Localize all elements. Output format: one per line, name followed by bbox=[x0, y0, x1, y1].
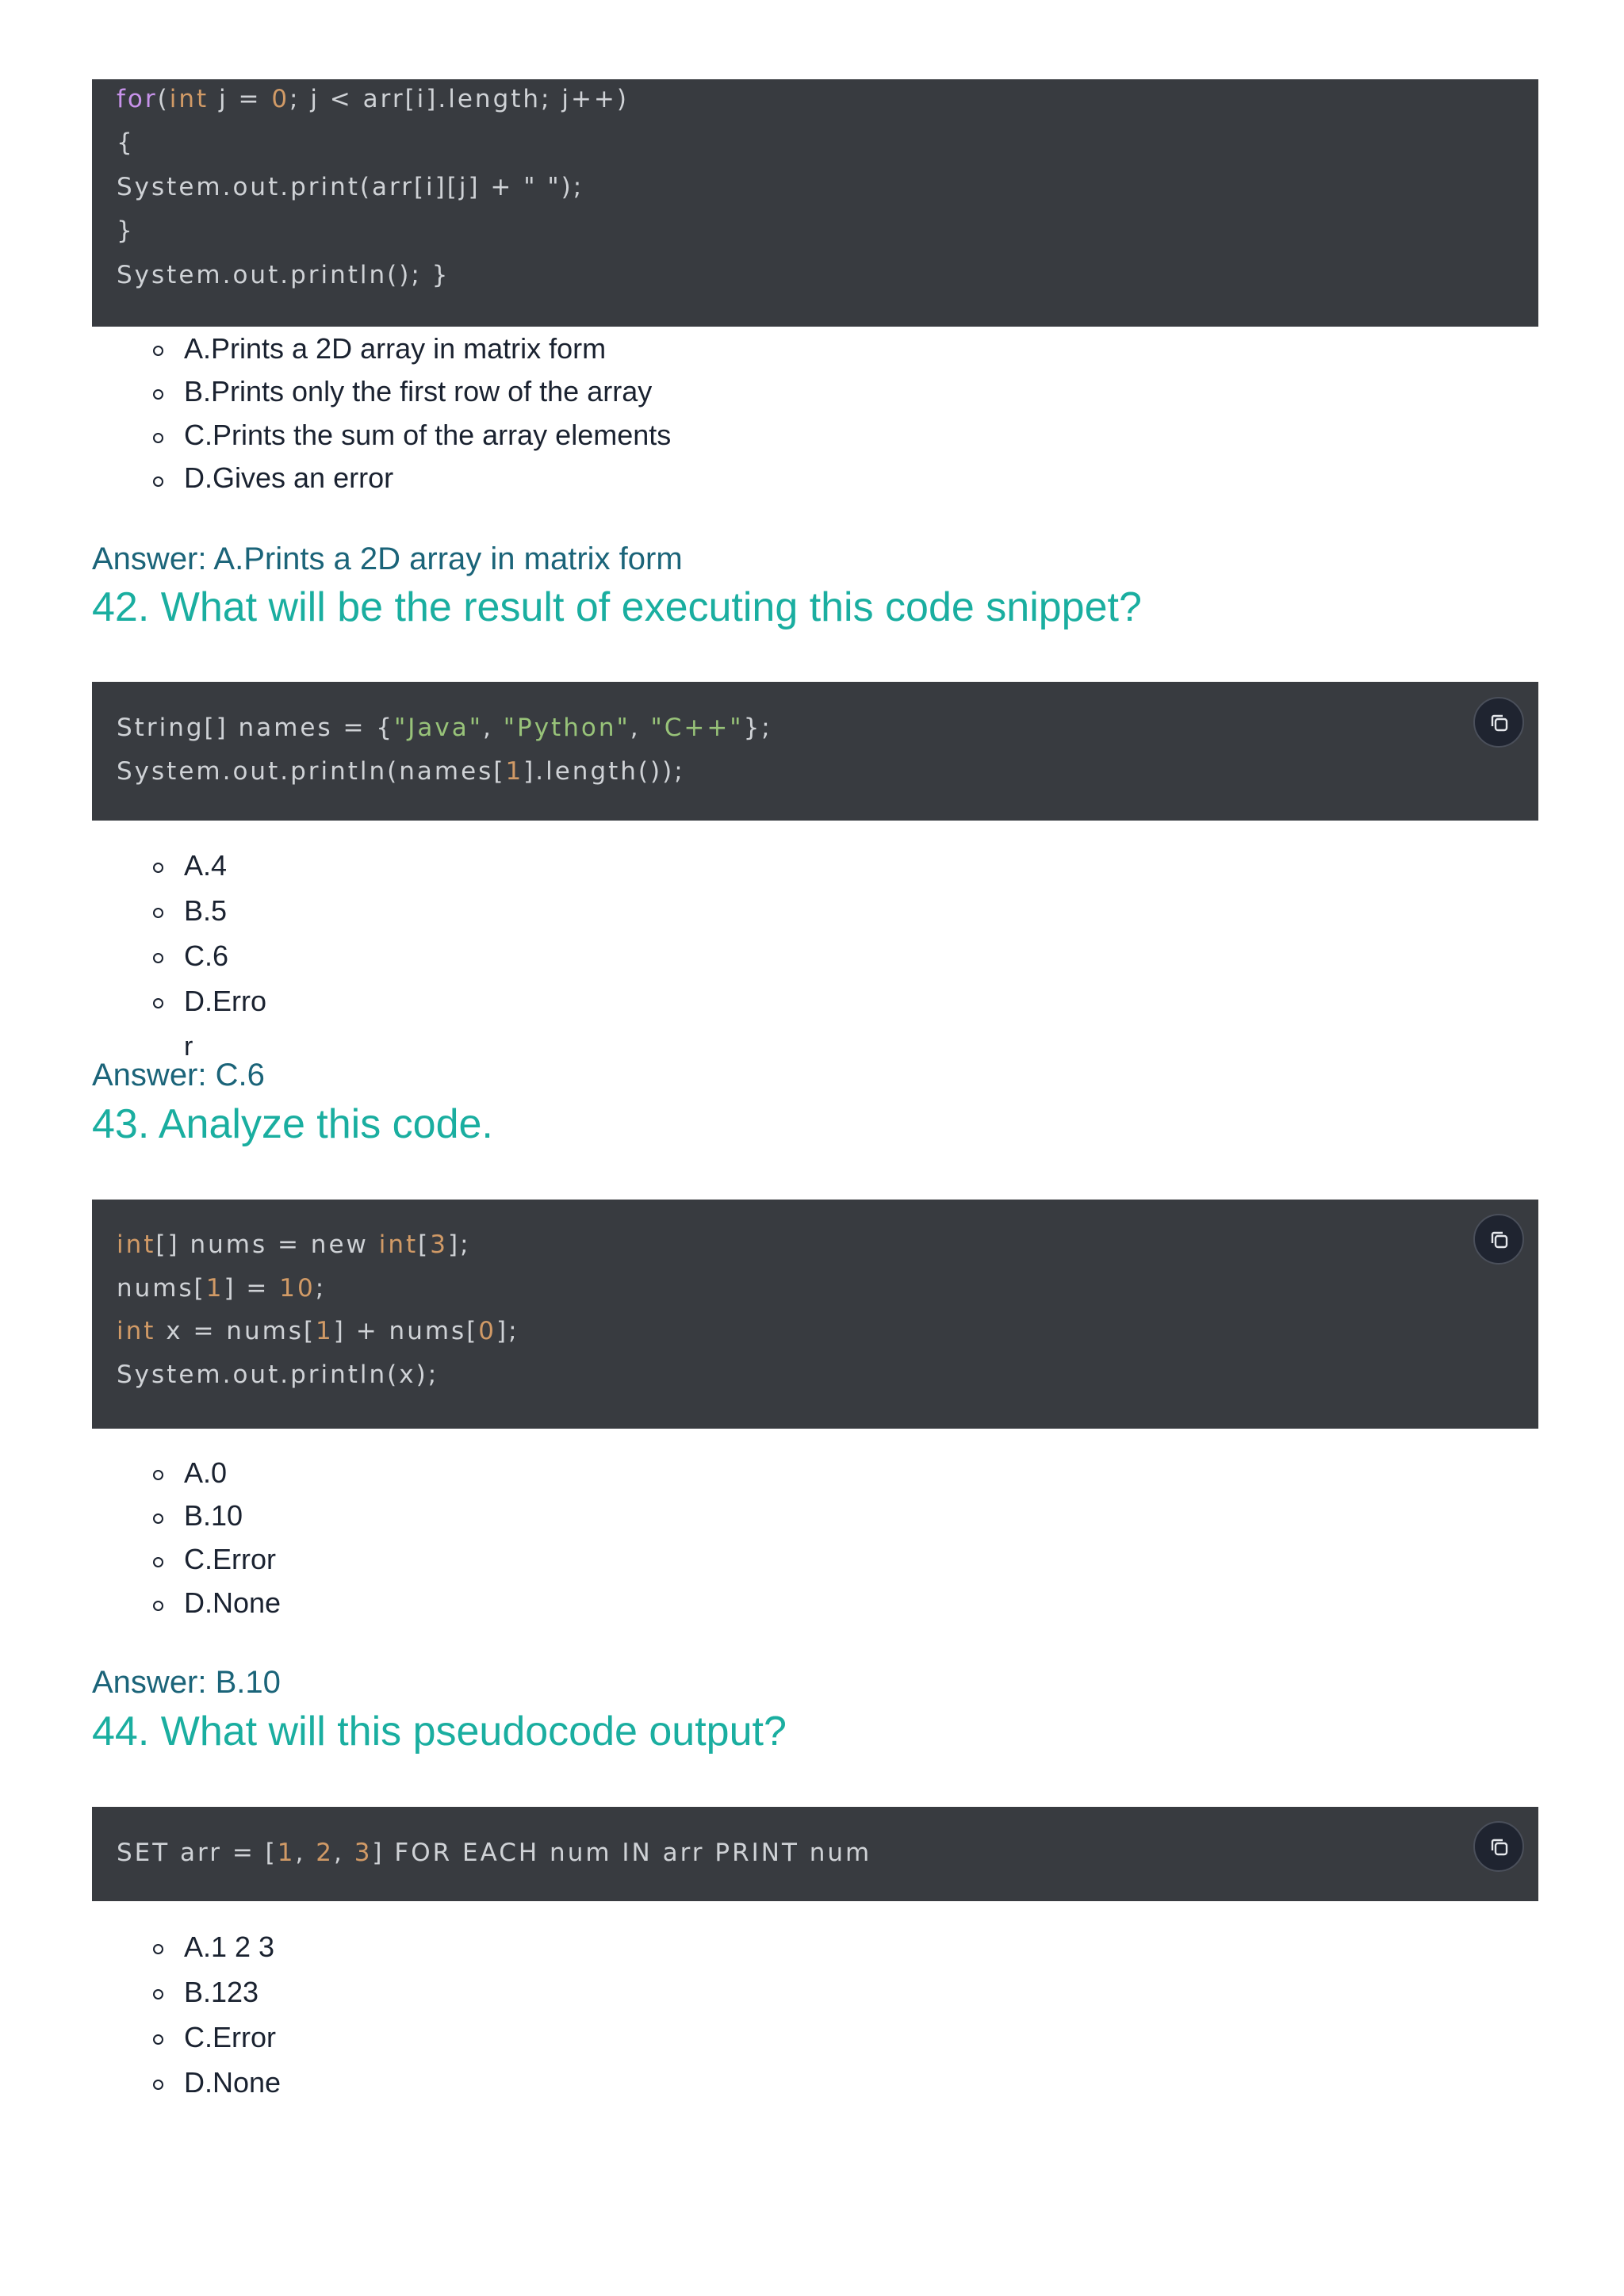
option-c: C.Error bbox=[184, 1543, 276, 1575]
bullet bbox=[153, 2034, 163, 2045]
copy-icon bbox=[1489, 1837, 1510, 1858]
question-title-q44: 44. What will this pseudocode output? bbox=[92, 1709, 787, 1755]
code-line: nums[1] = 10; bbox=[117, 1274, 327, 1303]
option-d-wrap: r bbox=[184, 1031, 193, 1062]
option-b: B.10 bbox=[184, 1499, 243, 1532]
option-b: B.Prints only the first row of the array bbox=[184, 375, 653, 408]
option-d: D.None bbox=[184, 1586, 282, 1619]
copy-icon bbox=[1489, 1230, 1510, 1250]
code-line: { bbox=[117, 128, 135, 157]
option-c: C.6 bbox=[184, 939, 229, 972]
bullet bbox=[153, 863, 163, 873]
code-block-q43 bbox=[92, 1200, 1538, 1429]
bullet bbox=[153, 1470, 163, 1480]
bullet bbox=[153, 389, 163, 400]
answer-q41: Answer: A.Prints a 2D array in matrix form bbox=[92, 541, 683, 576]
bullet bbox=[153, 1944, 163, 1954]
bullet bbox=[153, 433, 163, 443]
code-line: SET arr = [1, 2, 3] FOR EACH num IN arr PRINT num bbox=[117, 1839, 872, 1867]
option-d: D.None bbox=[184, 2066, 282, 2099]
code-line: String[] names = {"Java", "Python", "C++"}; bbox=[117, 714, 772, 742]
bullet bbox=[153, 1557, 163, 1567]
answer-q42: Answer: C.6 bbox=[92, 1058, 265, 1093]
bullet bbox=[153, 1601, 163, 1611]
code-line: for(int j = 0; j < arr[i].length; j++) bbox=[117, 85, 630, 113]
copy-button[interactable] bbox=[1473, 1821, 1524, 1872]
copy-button[interactable] bbox=[1473, 1214, 1524, 1265]
option-a: A.0 bbox=[184, 1456, 228, 1489]
question-title-q42: 42. What will be the result of executing this code snippet? bbox=[92, 584, 1142, 630]
bullet bbox=[153, 346, 163, 356]
bullet bbox=[153, 2080, 163, 2090]
bullet bbox=[153, 1513, 163, 1524]
question-title-q43: 43. Analyze this code. bbox=[92, 1101, 493, 1147]
answer-q43: Answer: B.10 bbox=[92, 1665, 281, 1700]
code-line: int x = nums[1] + nums[0]; bbox=[117, 1317, 519, 1345]
bullet bbox=[153, 953, 163, 963]
bullet bbox=[153, 476, 163, 487]
option-d: D.Erro bbox=[184, 985, 267, 1017]
code-block-q42 bbox=[92, 682, 1538, 821]
option-c: C.Error bbox=[184, 2021, 276, 2053]
code-line: System.out.println(names[1].length()); bbox=[117, 757, 685, 786]
code-block-q41 bbox=[92, 79, 1538, 327]
copy-icon bbox=[1489, 713, 1510, 733]
option-c: C.Prints the sum of the array elements bbox=[184, 419, 672, 451]
copy-button[interactable] bbox=[1473, 697, 1524, 748]
option-a: A.4 bbox=[184, 849, 228, 882]
option-a: A.Prints a 2D array in matrix form bbox=[184, 332, 607, 365]
bullet bbox=[153, 908, 163, 918]
option-b: B.123 bbox=[184, 1976, 259, 2008]
option-d: D.Gives an error bbox=[184, 461, 394, 494]
option-b: B.5 bbox=[184, 894, 228, 927]
code-line: System.out.println(); } bbox=[117, 261, 450, 289]
option-a: A.1 2 3 bbox=[184, 1931, 275, 1963]
code-line: int[] nums = new int[3]; bbox=[117, 1230, 471, 1259]
code-line: System.out.print(arr[i][j] + " "); bbox=[117, 173, 584, 201]
code-line: System.out.println(x); bbox=[117, 1360, 439, 1389]
code-block-q44 bbox=[92, 1807, 1538, 1901]
bullet bbox=[153, 1989, 163, 1999]
code-line: } bbox=[117, 216, 135, 245]
bullet bbox=[153, 998, 163, 1008]
